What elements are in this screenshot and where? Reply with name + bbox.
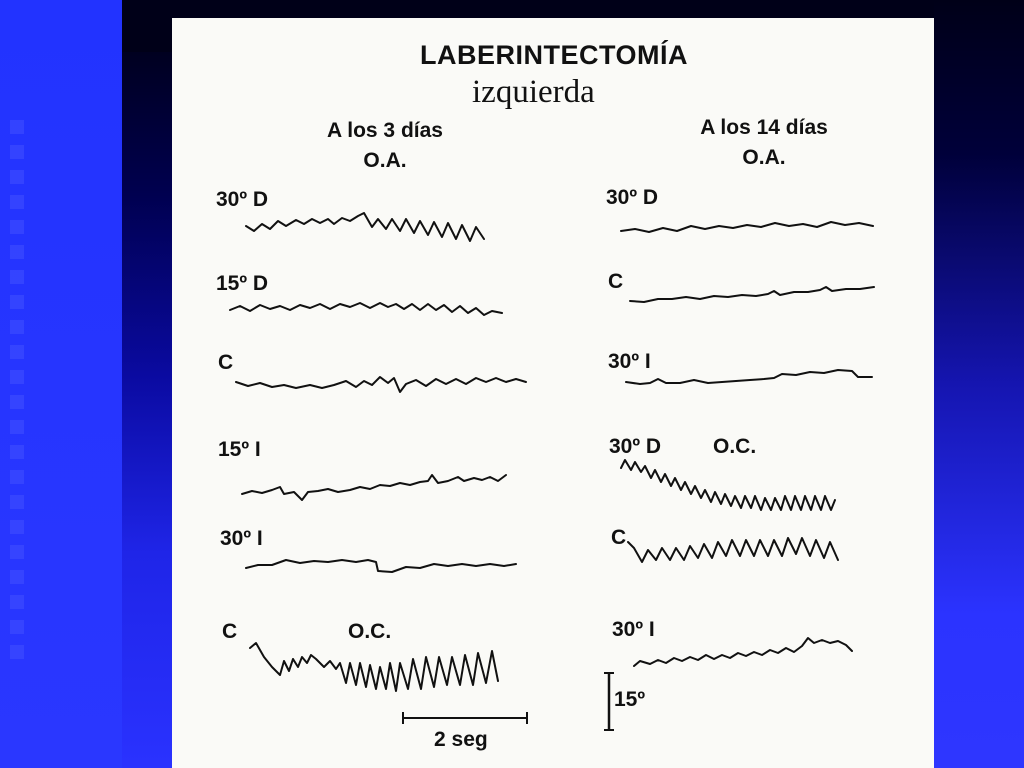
time-scale-bar	[402, 712, 528, 724]
right-trace-30-i-bottom	[634, 638, 852, 666]
right-trace-label: 30º I	[612, 618, 655, 641]
nystagmus-recordings	[172, 18, 934, 768]
amplitude-scale-bar	[604, 673, 614, 730]
decorative-square	[10, 620, 24, 634]
right-trace-label: C	[611, 526, 627, 549]
time-scale-label: 2 seg	[434, 728, 488, 751]
left-trace-label: C	[218, 351, 234, 374]
right-trace-label: C	[608, 270, 624, 293]
left-trace-center-closed-eyes	[250, 643, 498, 691]
decorative-square	[10, 445, 24, 459]
decorative-square	[10, 595, 24, 609]
right-trace-extra-label: O.C.	[713, 435, 757, 458]
right-trace-label: 30º D	[606, 186, 659, 209]
decorative-square	[10, 320, 24, 334]
slide-background-right	[934, 0, 1024, 768]
right-trace-label: 30º I	[608, 350, 651, 373]
amplitude-scale-label: 15º	[614, 688, 646, 711]
decorative-square	[10, 395, 24, 409]
figure-scan	[172, 18, 934, 768]
right-trace-center	[630, 287, 874, 302]
left-trace-30-i	[246, 560, 516, 572]
decorative-square	[10, 570, 24, 584]
decorative-square	[10, 220, 24, 234]
decorative-square	[10, 645, 24, 659]
decorative-square	[10, 195, 24, 209]
right-panel-header-condition: O.A.	[742, 146, 786, 169]
left-panel-header-day: A los 3 días	[327, 119, 443, 142]
right-trace-30-i	[626, 370, 872, 384]
slide-background-left-panel	[0, 0, 122, 768]
left-trace-label: 15º I	[218, 438, 261, 461]
left-trace-label: 30º D	[216, 188, 269, 211]
left-trace-15-i	[242, 475, 506, 500]
left-trace-center	[236, 377, 526, 392]
right-panel-header-day: A los 14 días	[700, 116, 828, 139]
right-trace-30-d-closed-eyes	[621, 460, 835, 510]
decorative-square	[10, 270, 24, 284]
decorative-square	[10, 120, 24, 134]
figure-subtitle: izquierda	[472, 74, 595, 110]
decorative-square	[10, 370, 24, 384]
left-trace-label: 15º D	[216, 272, 269, 295]
left-trace-15-d	[230, 303, 502, 315]
right-trace-30-d	[621, 222, 873, 232]
decorative-squares-column	[6, 120, 28, 670]
decorative-square	[10, 520, 24, 534]
right-trace-label: 30º D	[609, 435, 662, 458]
decorative-square	[10, 345, 24, 359]
right-trace-center-2	[628, 538, 838, 562]
left-trace-extra-label: O.C.	[348, 620, 392, 643]
decorative-square	[10, 545, 24, 559]
decorative-square	[10, 295, 24, 309]
decorative-square	[10, 145, 24, 159]
left-trace-30-d	[246, 213, 484, 241]
decorative-square	[10, 420, 24, 434]
decorative-square	[10, 245, 24, 259]
decorative-square	[10, 495, 24, 509]
decorative-square	[10, 170, 24, 184]
left-trace-label: C	[222, 620, 238, 643]
left-panel-header-condition: O.A.	[363, 149, 407, 172]
figure-title: LABERINTECTOMÍA	[420, 40, 688, 70]
decorative-square	[10, 470, 24, 484]
left-trace-label: 30º I	[220, 527, 263, 550]
